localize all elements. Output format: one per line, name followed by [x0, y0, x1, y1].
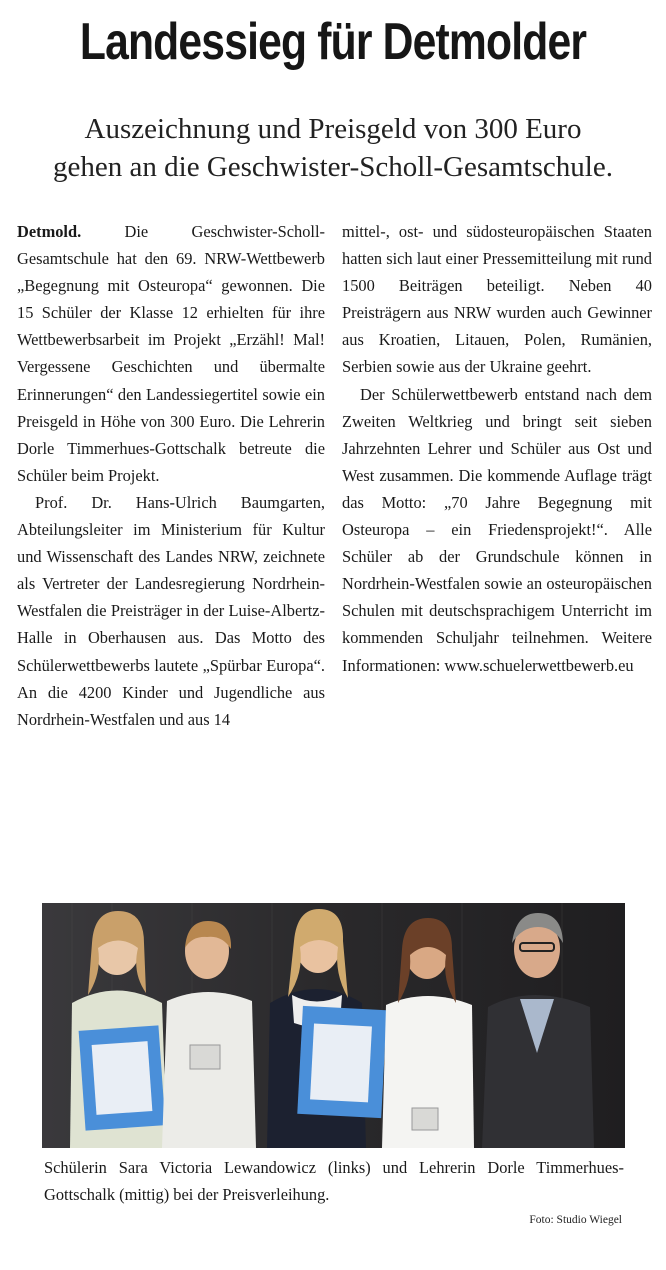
- photo-credit: Foto: Studio Wiegel: [529, 1214, 622, 1226]
- headline: Landessieg für Detmolder: [79, 13, 587, 71]
- photo-caption: Schülerin Sara Victoria Lewandowicz (links) und Lehrerin Dorle Timmerhues-Gottschalk (mittig) bei der Preisverleihung.: [44, 1158, 624, 1204]
- paragraph-4: Der Schülerwettbewerb entstand nach dem Zweiten Weltkrieg und bringt seit sieben Jahrzehnten Lehrer und Schüler aus Ost und West zusammen. Die kommende Auflage trägt das Motto: „70 Jahre Begegnung mit Osteuropa – ein Friedensprojekt!“. Alle Schüler ab der Grundschule können in Nordrhein-Westfalen sowie an osteuropäischen Schulen mit deutschsprachigem Unterricht im kommenden Schuljahr teilnehmen. Weitere Informationen: www.schuelerwettbewerb.eu: [342, 384, 652, 675]
- subhead-line-1: Auszeichnung und Preisgeld von 300 Euro: [84, 113, 582, 145]
- subhead-line-2: gehen an die Geschwister-Scholl-Gesamtschule.: [53, 151, 613, 183]
- article-column-left: [17, 218, 325, 733]
- subheadline: [0, 110, 666, 186]
- paragraph-3: mittel-, ost- und südosteuropäischen Staaten hatten sich laut einer Pressemitteilung mit rund 1500 Beiträgen beteiligt. Neben 40 Preisträgern aus NRW wurden auch Gewinner aus Kroatien, Litauen, Polen, Rumänien, Serbien sowie aus der Ukraine geehrt.: [342, 222, 652, 377]
- dateline: Detmold.: [17, 222, 82, 241]
- award-photo: [42, 903, 625, 1148]
- paragraph-2: Prof. Dr. Hans-Ulrich Baumgarten, Abteilungsleiter im Ministerium für Kultur und Wissenschaft des Landes NRW, zeichnete als Vertreter der Landesregierung Nordrhein-Westfalen die Preisträger in der Luise-Albertz-Halle in Oberhausen aus. Das Motto des Schülerwettbewerbs lautete „Spürbar Europa“. An die 4200 Kinder und Jugendliche aus Nordrhein-Westfalen und aus 14: [17, 492, 325, 729]
- paragraph-1-text: Die Geschwister-Scholl-Gesamtschule hat den 69. NRW-Wettbewerb „Begegnung mit Osteuropa“ gewonnen. Die 15 Schüler der Klasse 12 erhielten für ihre Wettbewerbsarbeit im Projekt „Erzähl! Mal! Vergessene Geschichten und übermalte Erinnerungen“ den Landessiegertitel sowie ein Preisgeld in Höhe von 300 Euro. Die Lehrerin Dorle Timmerhues-Gottschalk betreute die Schüler beim Projekt.: [17, 222, 325, 485]
- paragraph-1: [17, 218, 325, 489]
- article-column-right: [342, 218, 652, 679]
